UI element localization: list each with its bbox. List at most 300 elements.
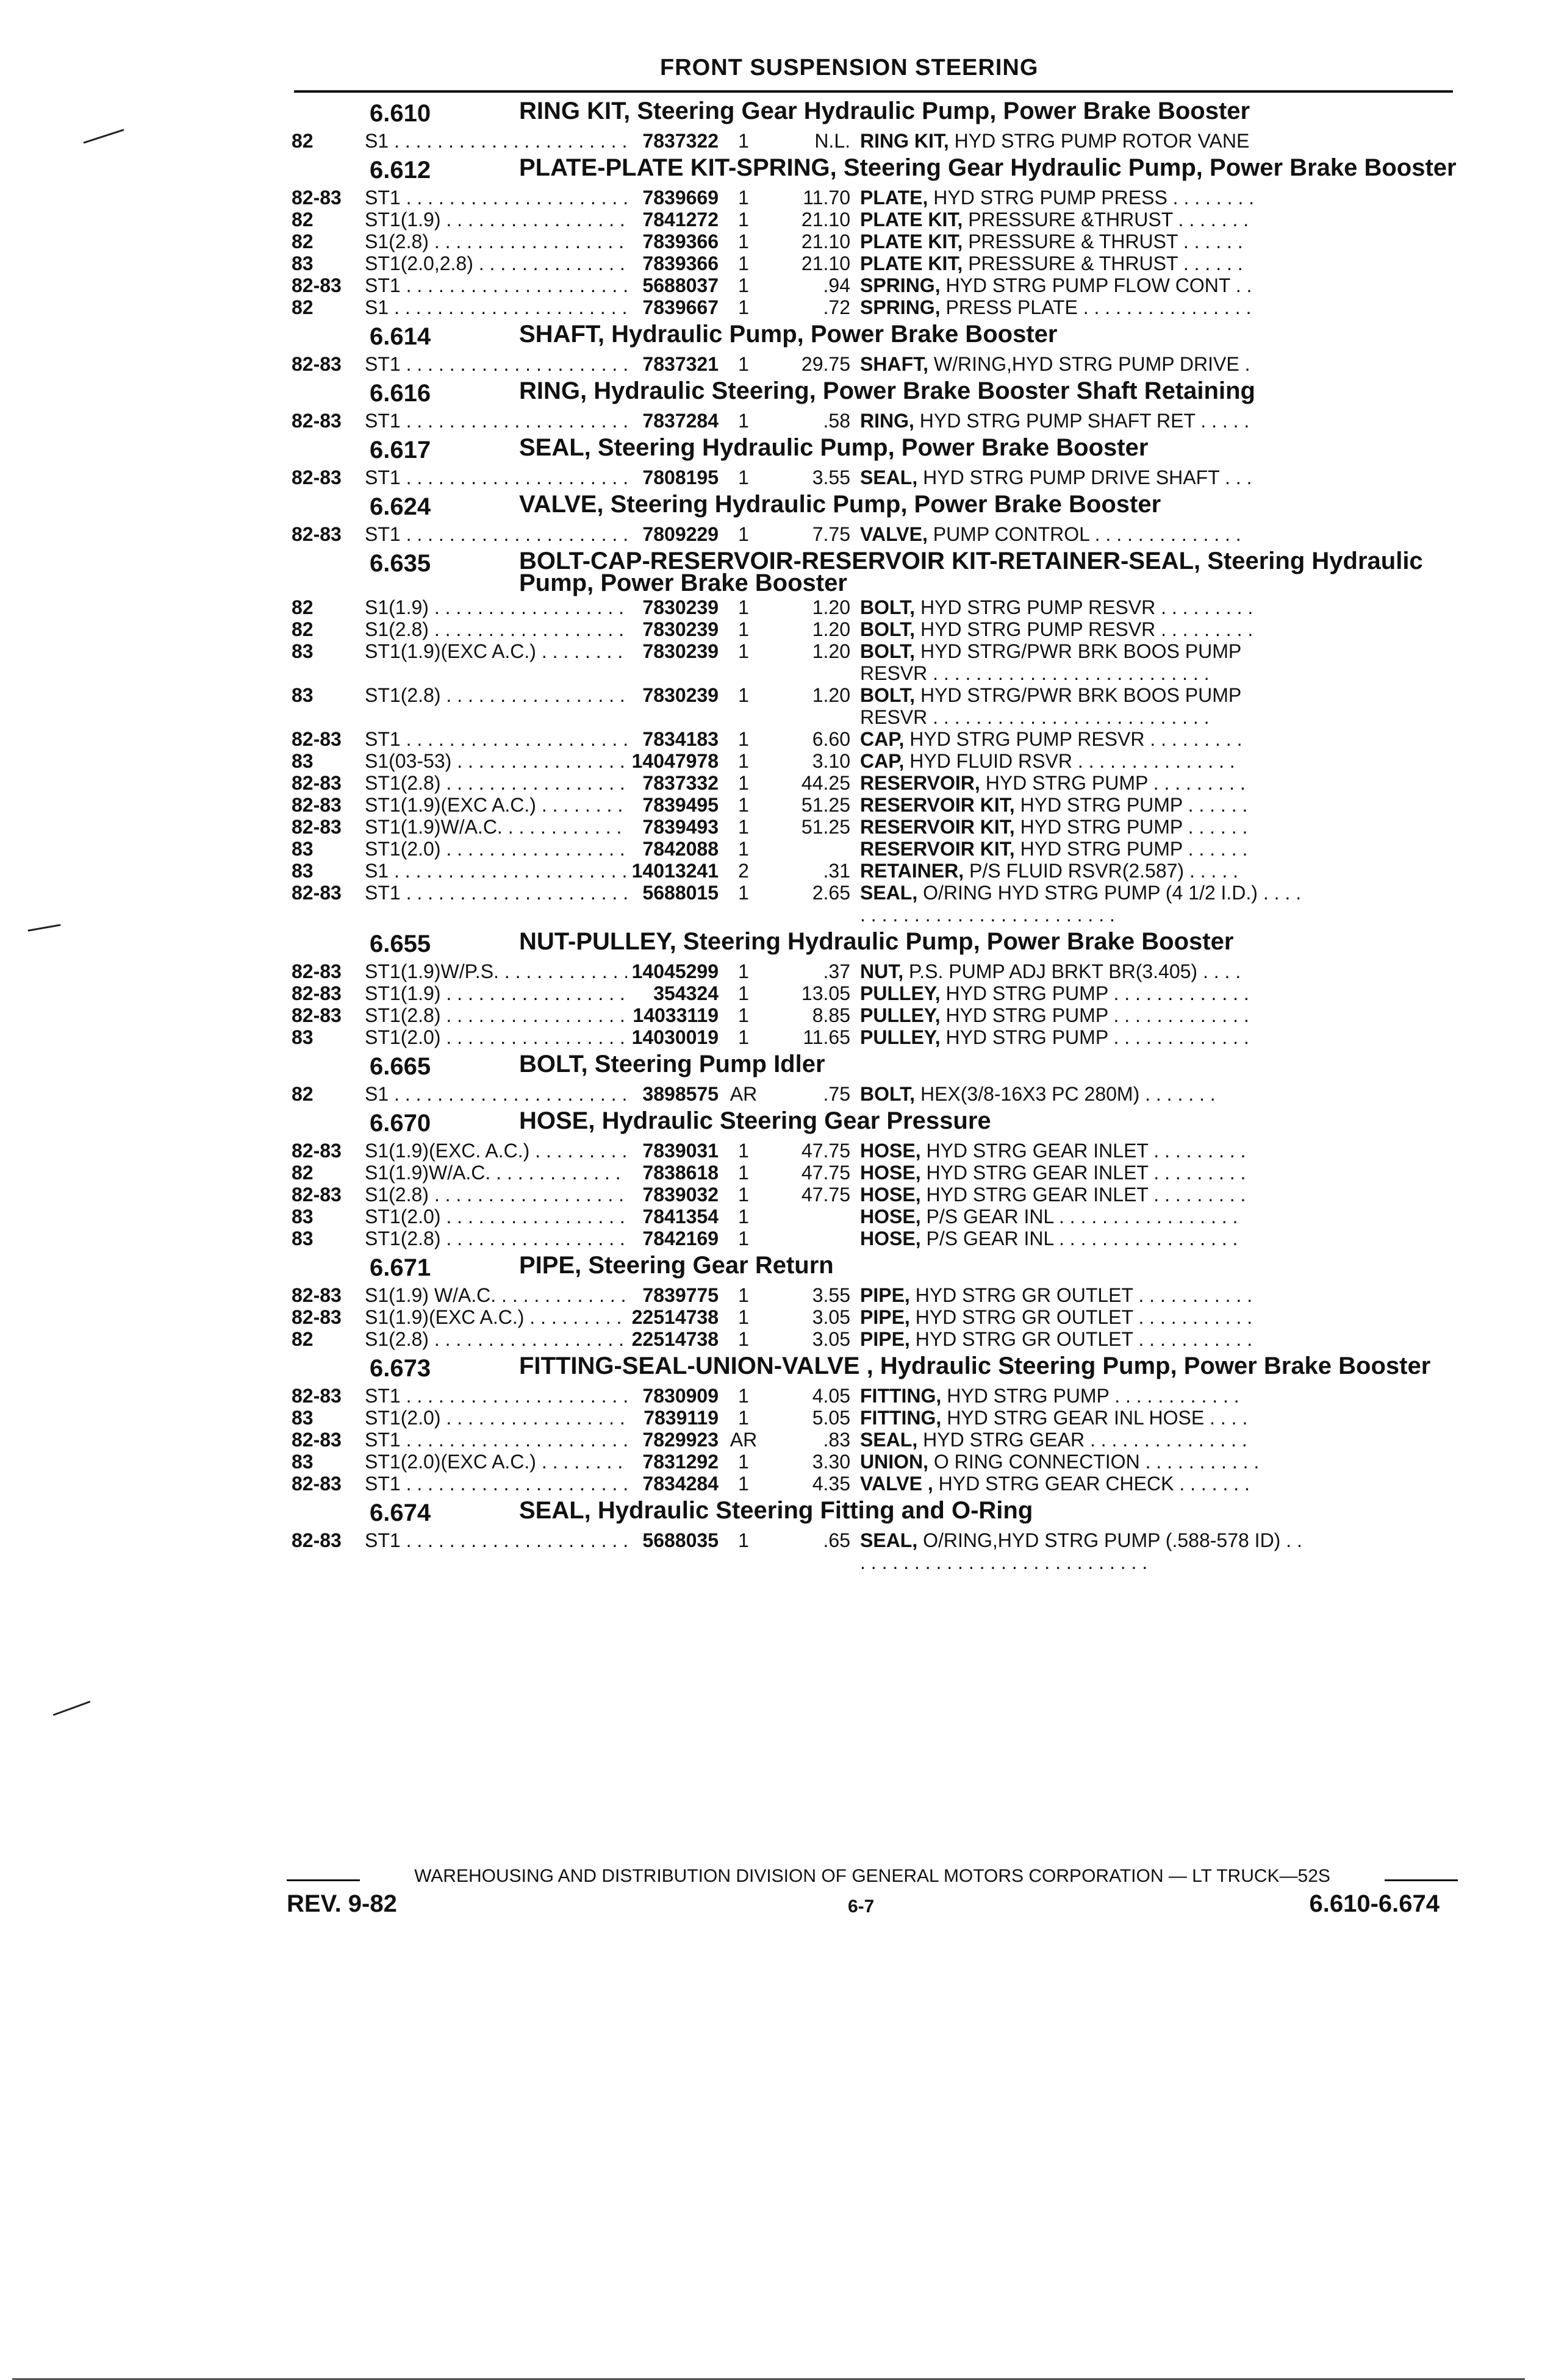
section-number: 6.624: [370, 493, 431, 520]
model-year: 83: [292, 1451, 314, 1473]
model-code: S1(1.9)(EXC A.C.) . . .: [365, 1306, 627, 1328]
section-title: PLATE-PLATE KIT-SPRING, Steering Gear Hydraulic Pump, Power Brake Booster: [519, 154, 1457, 181]
part-row: [292, 816, 1463, 838]
description-detail: HYD STRG PUMP SHAFT RET . . . . .: [914, 410, 1250, 432]
description-detail: O RING CONNECTION . . . . . . . . . . .: [928, 1451, 1260, 1473]
description-detail: P/S GEAR INL . . . . . . . . . . . . . . . . .: [920, 1228, 1238, 1249]
description-noun: VALVE,: [860, 523, 928, 545]
part-number: 7830239: [642, 640, 719, 662]
description-noun: CAP,: [860, 728, 905, 750]
footer-division: WAREHOUSING AND DISTRIBUTION DIVISION OF GENERAL MOTORS CORPORATION — LT TRUCK—52S: [414, 1866, 1330, 1886]
model-year: 82: [292, 209, 314, 230]
part-number: 7839667: [642, 296, 719, 318]
quantity: 1: [738, 252, 749, 274]
description-noun: HOSE,: [860, 1206, 921, 1228]
part-number: 22514738: [631, 1306, 719, 1328]
section-heading: [292, 1105, 1463, 1140]
quantity: 1: [738, 1451, 749, 1473]
part-description: [860, 860, 1308, 882]
model-code: ST1(2.0,2.8) . . .: [365, 252, 627, 274]
part-number: 7829923: [642, 1429, 719, 1451]
part-number: 7841272: [642, 209, 719, 230]
description-noun: NUT,: [860, 960, 904, 982]
price: 8.85: [812, 1004, 850, 1026]
description-detail: HYD STRG PUMP RESVR . . . . . . . . .: [915, 618, 1253, 640]
part-description: [860, 1451, 1308, 1473]
model-code: ST1 . . .: [365, 523, 627, 545]
part-number: 7839495: [642, 794, 719, 816]
quantity: 1: [738, 772, 749, 794]
part-row: [292, 274, 1463, 296]
header-rule: [294, 90, 1453, 93]
model-year: 82: [292, 1083, 314, 1105]
description-noun: RING,: [860, 410, 914, 432]
price: .94: [823, 274, 850, 296]
part-description: [860, 274, 1308, 296]
section-heading: [292, 545, 1463, 596]
description-detail: P.S. PUMP ADJ BRKT BR(3.405) . . . .: [903, 960, 1241, 982]
section-title: VALVE, Steering Hydraulic Pump, Power Brake Booster: [519, 491, 1161, 518]
part-number: 7837332: [642, 772, 719, 794]
section-title: RING, Hydraulic Steering, Power Brake Booster Shaft Retaining: [519, 377, 1255, 404]
part-row: [292, 1306, 1463, 1328]
model-year: 83: [292, 684, 314, 706]
part-number: 7839366: [642, 252, 719, 274]
model-code: S1 . . .: [365, 1083, 627, 1105]
punch-mark: [83, 129, 124, 143]
price: .37: [823, 960, 850, 982]
model-year: 83: [292, 1026, 314, 1048]
description-detail: HYD STRG PUMP DRIVE SHAFT . . .: [917, 466, 1252, 488]
part-row: [292, 466, 1463, 488]
part-row: [292, 618, 1463, 640]
description-detail: PUMP CONTROL . . . . . . . . . . . . . .: [927, 523, 1241, 545]
model-code: ST1 . . .: [365, 1385, 627, 1407]
section-heading: [292, 1350, 1463, 1385]
price: .58: [823, 410, 850, 432]
description-detail: HYD STRG PUMP . . . . . . . . . . . .: [941, 1385, 1239, 1407]
model-code: S1(1.9) W/A.C. . . .: [365, 1284, 627, 1306]
part-row: [292, 1429, 1463, 1451]
price: 29.75: [801, 353, 850, 375]
model-code: S1 . . .: [365, 860, 627, 882]
quantity: 1: [738, 1473, 749, 1495]
part-number: 7809229: [642, 523, 719, 545]
section-range: 6.610-6.674: [1309, 1890, 1440, 1917]
part-row: [292, 296, 1463, 318]
quantity: 1: [738, 353, 749, 375]
part-number: 7834183: [642, 728, 719, 750]
description-detail: HYD STRG/PWR BRK BOOS PUMP RESVR . . . . . . . . . . . . . . . . . . . . . . . . . .: [860, 640, 1241, 684]
part-description: [860, 1184, 1308, 1206]
model-code: ST1(1.9)(EXC A.C.) . . .: [365, 640, 627, 662]
quantity: 1: [738, 1026, 749, 1048]
model-year: 82: [292, 130, 314, 152]
description-detail: HYD STRG GEAR CHECK . . . . . . .: [933, 1473, 1250, 1495]
revision-label: REV. 9-82: [287, 1890, 397, 1917]
description-noun: FITTING,: [860, 1407, 942, 1429]
part-description: [860, 816, 1308, 838]
quantity: 1: [738, 1228, 749, 1249]
section-number: 6.617: [370, 437, 431, 463]
quantity: 1: [738, 230, 749, 252]
description-noun: HOSE,: [860, 1228, 921, 1249]
model-year: 82-83: [292, 1140, 342, 1162]
punch-mark: [52, 1701, 90, 1716]
part-number: 7837321: [642, 353, 719, 375]
quantity: 1: [738, 596, 749, 618]
description-noun: HOSE,: [860, 1184, 921, 1206]
price: 47.75: [801, 1162, 850, 1184]
part-description: [860, 353, 1308, 375]
description-noun: RESERVOIR KIT,: [860, 794, 1015, 816]
price: 3.30: [812, 1451, 850, 1473]
part-row: [292, 1140, 1463, 1162]
price: 44.25: [801, 772, 850, 794]
section-number: 6.612: [370, 157, 431, 184]
model-year: 82-83: [292, 1473, 342, 1495]
part-description: [860, 230, 1308, 252]
quantity: 1: [738, 1162, 749, 1184]
punch-mark: [27, 924, 61, 932]
model-year: 82-83: [292, 882, 342, 904]
part-description: [860, 1140, 1308, 1162]
part-row: [292, 410, 1463, 432]
description-noun: VALVE ,: [860, 1473, 933, 1495]
section-6-617: [292, 432, 1463, 488]
model-year: 82-83: [292, 187, 342, 209]
description-noun: SEAL,: [860, 466, 918, 488]
part-number: 3898575: [642, 1083, 719, 1105]
part-number: 5688035: [642, 1529, 719, 1551]
quantity: 1: [738, 1407, 749, 1429]
description-noun: SEAL,: [860, 1529, 918, 1551]
part-description: [860, 684, 1308, 728]
quantity: 1: [738, 960, 749, 982]
part-number: 7839493: [642, 816, 719, 838]
part-description: [860, 130, 1308, 152]
parts-list: [292, 95, 1463, 1573]
model-year: 82-83: [292, 353, 342, 375]
part-description: [860, 1206, 1308, 1228]
description-detail: HYD STRG PUMP . . . . . .: [1014, 838, 1248, 860]
description-noun: UNION,: [860, 1451, 928, 1473]
part-row: [292, 960, 1463, 982]
model-code: S1 . . .: [365, 296, 627, 318]
section-6-670: [292, 1105, 1463, 1249]
part-description: [860, 750, 1308, 772]
model-year: 82: [292, 618, 314, 640]
model-code: S1(2.8) . . .: [365, 230, 627, 252]
price: N.L.: [814, 130, 850, 152]
description-detail: HYD STRG PUMP . . . . . .: [1014, 816, 1248, 838]
part-row: [292, 209, 1463, 230]
quantity: 1: [738, 1529, 749, 1551]
description-detail: HYD STRG PUMP . . . . . .: [1014, 794, 1248, 816]
model-code: ST1(2.0) . . .: [365, 1206, 627, 1228]
section-number: 6.670: [370, 1110, 431, 1137]
part-description: [860, 1306, 1308, 1328]
section-title: BOLT, Steering Pump Idler: [519, 1051, 825, 1077]
price: 13.05: [801, 982, 850, 1004]
part-row: [292, 1407, 1463, 1429]
section-heading: [292, 1249, 1463, 1284]
price: .83: [823, 1429, 850, 1451]
part-description: [860, 1429, 1308, 1451]
model-code: ST1(1.9) . . .: [365, 209, 627, 230]
model-year: 83: [292, 838, 314, 860]
model-year: 82-83: [292, 1529, 342, 1551]
part-row: [292, 1473, 1463, 1495]
description-detail: PRESS PLATE . . . . . . . . . . . . . . . .: [940, 296, 1252, 318]
page-title: FRONT SUSPENSION STEERING: [660, 55, 1039, 80]
part-number: 7838618: [642, 1162, 719, 1184]
quantity: 1: [738, 1328, 749, 1350]
price: .31: [823, 860, 850, 882]
part-description: [860, 296, 1308, 318]
description-noun: PLATE,: [860, 187, 928, 209]
model-year: 82-83: [292, 466, 342, 488]
part-row: [292, 1385, 1463, 1407]
part-description: [860, 1385, 1308, 1407]
quantity: 1: [738, 750, 749, 772]
model-code: ST1 . . .: [365, 187, 627, 209]
model-year: 82-83: [292, 1004, 342, 1026]
section-number: 6.614: [370, 323, 431, 350]
part-number: 7839669: [642, 187, 719, 209]
part-number: 14047978: [631, 750, 719, 772]
model-year: 82-83: [292, 410, 342, 432]
description-noun: RETAINER,: [860, 860, 964, 882]
description-noun: HOSE,: [860, 1162, 921, 1184]
quantity: 1: [738, 187, 749, 209]
description-detail: HYD STRG GR OUTLET . . . . . . . . . . .: [909, 1328, 1253, 1350]
model-code: ST1 . . .: [365, 353, 627, 375]
part-row: [292, 684, 1463, 728]
section-title: BOLT-CAP-RESERVOIR-RESERVOIR KIT-RETAINER-SEAL, Steering Hydraulic Pump, Power Brake Booster: [519, 548, 1423, 596]
price: .65: [823, 1529, 850, 1551]
section-6-671: [292, 1249, 1463, 1350]
quantity: 1: [738, 816, 749, 838]
section-heading: [292, 318, 1463, 353]
description-detail: HYD STRG GEAR . . . . . . . . . . . . . . .: [917, 1429, 1247, 1451]
section-6-635: [292, 545, 1463, 926]
model-year: 82-83: [292, 982, 342, 1004]
part-description: [860, 466, 1308, 488]
description-noun: SPRING,: [860, 274, 941, 296]
model-year: 82: [292, 1328, 314, 1350]
part-row: [292, 187, 1463, 209]
model-code: ST1(2.8) . . .: [365, 772, 627, 794]
part-row: [292, 1328, 1463, 1350]
part-row: [292, 982, 1463, 1004]
part-number: 7839775: [642, 1284, 719, 1306]
section-heading: [292, 152, 1463, 187]
description-noun: PLATE KIT,: [860, 209, 963, 230]
model-code: ST1(1.9)W/A.C. . . .: [365, 816, 627, 838]
price: 3.05: [812, 1306, 850, 1328]
description-detail: W/RING,HYD STRG PUMP DRIVE .: [928, 353, 1250, 375]
price: 3.10: [812, 750, 850, 772]
part-row: [292, 1026, 1463, 1048]
model-year: 82-83: [292, 960, 342, 982]
model-year: 83: [292, 640, 314, 662]
description-detail: HYD STRG GR OUTLET . . . . . . . . . . .: [909, 1284, 1253, 1306]
price: 6.60: [812, 728, 850, 750]
part-number: 7834284: [642, 1473, 719, 1495]
description-noun: FITTING,: [860, 1385, 942, 1407]
part-description: [860, 523, 1308, 545]
quantity: 1: [738, 1184, 749, 1206]
quantity: 1: [738, 1004, 749, 1026]
part-row: [292, 882, 1463, 926]
quantity: 1: [738, 1284, 749, 1306]
section-number: 6.616: [370, 380, 431, 407]
model-code: S1(1.9)W/A.C. . . .: [365, 1162, 627, 1184]
description-noun: PIPE,: [860, 1328, 910, 1350]
part-number: 7839366: [642, 230, 719, 252]
part-row: [292, 728, 1463, 750]
price: 21.10: [801, 230, 850, 252]
model-year: 83: [292, 1407, 314, 1429]
part-row: [292, 523, 1463, 545]
model-code: ST1(2.8) . . .: [365, 1004, 627, 1026]
description-detail: HYD STRG GEAR INL HOSE . . . .: [941, 1407, 1248, 1429]
description-noun: SHAFT,: [860, 353, 928, 375]
part-number: 5688037: [642, 274, 719, 296]
quantity: 1: [738, 274, 749, 296]
model-year: 83: [292, 750, 314, 772]
price: 21.10: [801, 252, 850, 274]
model-code: ST1(1.9) . . .: [365, 982, 627, 1004]
quantity: AR: [730, 1429, 758, 1451]
part-description: [860, 1407, 1308, 1429]
price: .75: [823, 1083, 850, 1105]
footer-dash-right: [1385, 1879, 1458, 1881]
part-row: [292, 230, 1463, 252]
description-detail: P/S GEAR INL . . . . . . . . . . . . . . . . .: [920, 1206, 1238, 1228]
part-number: 14045299: [631, 960, 719, 982]
section-6-614: [292, 318, 1463, 375]
price: 47.75: [801, 1184, 850, 1206]
part-description: [860, 1529, 1308, 1573]
price: 2.65: [812, 882, 850, 904]
description-detail: O/RING HYD STRG PUMP (4 1/2 I.D.) . . . . . . . . . . . . . . . . . . . . . . . . . . . .: [860, 882, 1302, 926]
part-number: 7842169: [642, 1228, 719, 1249]
quantity: AR: [730, 1083, 758, 1105]
part-number: 7842088: [642, 838, 719, 860]
part-row: [292, 1451, 1463, 1473]
section-title: SHAFT, Hydraulic Pump, Power Brake Booster: [519, 321, 1058, 348]
description-detail: HYD STRG/PWR BRK BOOS PUMP RESVR . . . . . . . . . . . . . . . . . . . . . . . . . .: [860, 684, 1241, 728]
part-description: [860, 772, 1308, 794]
model-code: S1(1.9) . . .: [365, 596, 627, 618]
part-number: 7830239: [642, 618, 719, 640]
part-description: [860, 618, 1308, 640]
quantity: 1: [738, 684, 749, 706]
part-row: [292, 1083, 1463, 1105]
description-noun: PLATE KIT,: [860, 230, 963, 252]
model-code: ST1 . . .: [365, 1473, 627, 1495]
description-detail: HYD STRG PUMP RESVR . . . . . . . . .: [904, 728, 1243, 750]
part-description: [860, 1004, 1308, 1026]
description-detail: HYD STRG PUMP . . . . . . . . . . . . .: [940, 982, 1249, 1004]
model-code: ST1 . . .: [365, 882, 627, 904]
part-number: 14033119: [633, 1004, 719, 1026]
section-title: RING KIT, Steering Gear Hydraulic Pump, Power Brake Booster: [519, 98, 1250, 124]
part-row: [292, 353, 1463, 375]
part-number: 22514738: [631, 1328, 719, 1350]
section-6-616: [292, 375, 1463, 432]
part-row: [292, 1206, 1463, 1228]
price: 7.75: [812, 523, 850, 545]
description-noun: BOLT,: [860, 684, 916, 706]
part-number: 7830909: [642, 1385, 719, 1407]
section-6-674: [292, 1495, 1463, 1573]
description-detail: HYD FLUID RSVR . . . . . . . . . . . . . . .: [904, 750, 1235, 772]
part-description: [860, 982, 1308, 1004]
part-number: 7808195: [642, 466, 719, 488]
model-code: ST1(1.9)(EXC A.C.) . . .: [365, 794, 627, 816]
description-noun: RESERVOIR KIT,: [860, 816, 1015, 838]
part-number: 7841354: [642, 1206, 719, 1228]
part-row: [292, 860, 1463, 882]
part-description: [860, 640, 1308, 684]
part-row: [292, 1184, 1463, 1206]
price: 1.20: [812, 618, 850, 640]
part-row: [292, 252, 1463, 274]
description-noun: RESERVOIR,: [860, 772, 980, 794]
description-noun: BOLT,: [860, 640, 916, 662]
price: 47.75: [801, 1140, 850, 1162]
description-detail: PRESSURE &THRUST . . . . . . .: [963, 209, 1249, 230]
model-year: 82-83: [292, 1385, 342, 1407]
description-noun: PULLEY,: [860, 1026, 941, 1048]
part-number: 7831292: [642, 1451, 719, 1473]
page-header: [294, 52, 1453, 89]
section-number: 6.674: [370, 1499, 431, 1526]
section-number: 6.610: [370, 100, 431, 127]
description-detail: HYD STRG GEAR INLET . . . . . . . . .: [920, 1184, 1246, 1206]
part-description: [860, 838, 1308, 860]
section-heading: [292, 1048, 1463, 1083]
price: 4.35: [812, 1473, 850, 1495]
model-code: ST1(2.8) . . .: [365, 684, 627, 706]
quantity: 1: [738, 523, 749, 545]
description-detail: O/RING,HYD STRG PUMP (.588-578 ID) . . . . . . . . . . . . . . . . . . . . . . . . . . . . .: [860, 1529, 1302, 1573]
part-row: [292, 1162, 1463, 1184]
section-6-655: [292, 926, 1463, 1048]
model-code: ST1 . . .: [365, 274, 627, 296]
part-number: 7830239: [642, 596, 719, 618]
section-title: PIPE, Steering Gear Return: [519, 1252, 834, 1279]
section-title: NUT-PULLEY, Steering Hydraulic Pump, Power Brake Booster: [519, 928, 1234, 955]
part-number: 7839032: [642, 1184, 719, 1206]
description-noun: CAP,: [860, 750, 905, 772]
description-noun: PIPE,: [860, 1306, 910, 1328]
part-row: [292, 1284, 1463, 1306]
price: 5.05: [812, 1407, 850, 1429]
part-row: [292, 772, 1463, 794]
part-row: [292, 1529, 1463, 1573]
price: 21.10: [801, 209, 850, 230]
model-year: 83: [292, 1228, 314, 1249]
part-row: [292, 596, 1463, 618]
model-year: 82-83: [292, 1306, 342, 1328]
model-year: 82-83: [292, 274, 342, 296]
model-code: S1 . . .: [365, 130, 627, 152]
model-code: ST1 . . .: [365, 466, 627, 488]
